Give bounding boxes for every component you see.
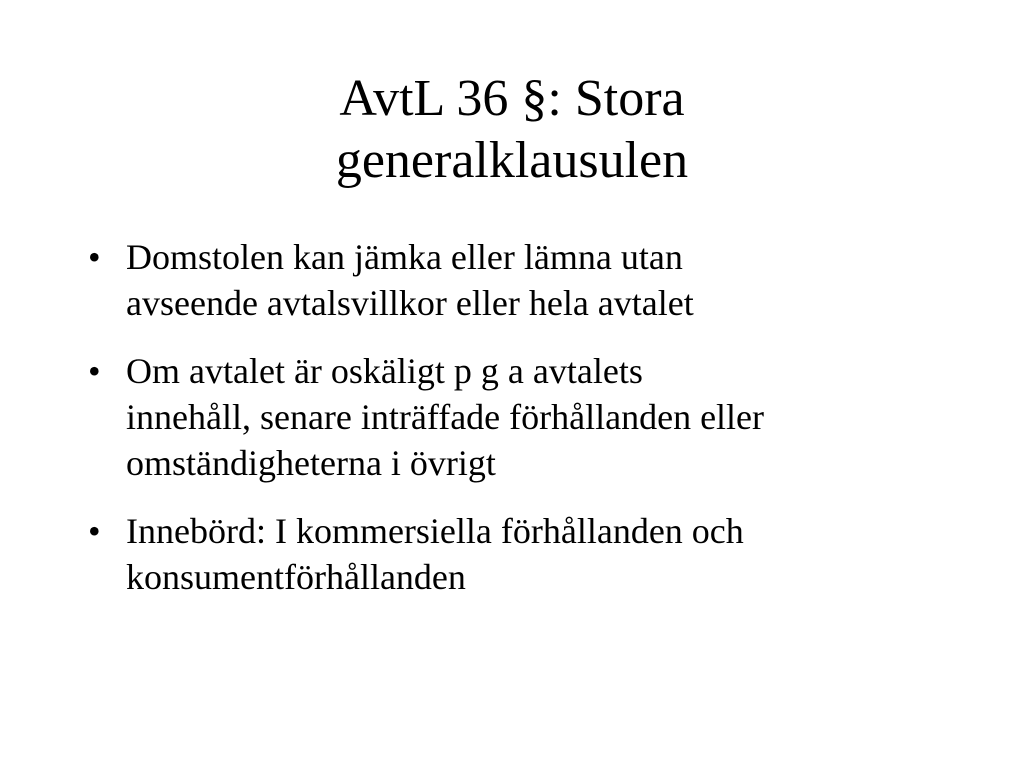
slide-title-line: generalklausulen — [335, 132, 689, 189]
bullet-text-line: Domstolen kan jämka eller lämna utan — [126, 237, 683, 277]
bullet-item — [88, 508, 968, 600]
bullet-text-line: Om avtalet är oskäligt p g a avtalets — [126, 351, 643, 391]
bullet-icon: • — [88, 237, 101, 277]
bullet-icon: • — [88, 511, 101, 551]
bullet-icon: • — [88, 351, 101, 391]
bullet-text-line: avseende avtalsvillkor eller hela avtalet — [126, 283, 694, 323]
bullet-text-line: omständigheterna i övrigt — [126, 443, 496, 483]
bullet-item — [88, 234, 968, 326]
bullet-text-line: konsumentförhållanden — [126, 557, 466, 597]
slide-title-line: AvtL 36 §: Stora — [339, 70, 685, 127]
bullet-text-line: innehåll, senare inträffade förhållanden eller — [126, 397, 765, 437]
bullet-list — [88, 234, 968, 622]
slide-title — [112, 68, 912, 192]
bullet-item — [88, 348, 968, 486]
bullet-text-line: Innebörd: I kommersiella förhållanden och — [126, 511, 744, 551]
